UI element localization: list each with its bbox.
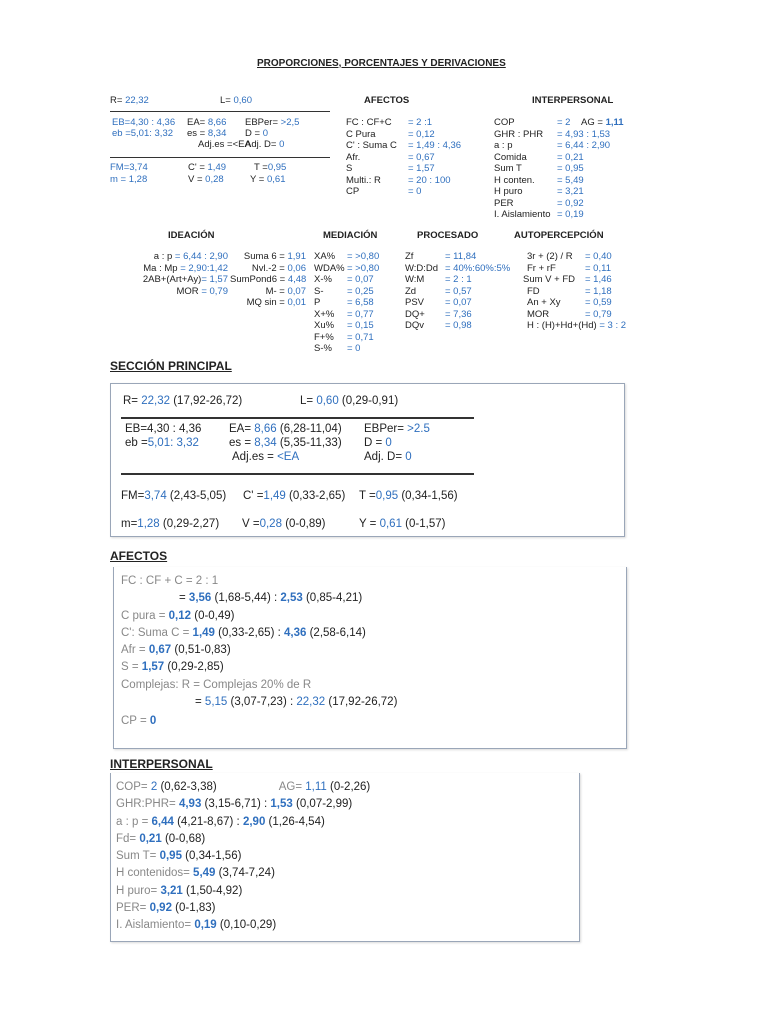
interpersonal-section-content [116, 779, 370, 935]
interpersonal-row: a : p = 6,44 : 2,90 [494, 140, 611, 151]
sp-d: D = 0 [364, 437, 392, 449]
mediacion-row: X-% = 0,07 [314, 274, 374, 285]
procesado-row: DQv = 0,98 [405, 320, 472, 331]
hcontenidos-line: H contenidos= 5,49 (3,74-7,24) [116, 867, 275, 880]
sp-c: C' =1,49 (0,33-2,65) [243, 490, 346, 502]
mediacion-heading: MEDIACIÓN [323, 230, 378, 241]
mediacion-row: Xu% = 0,15 [314, 320, 374, 331]
mediacion-row: X+% = 0,77 [314, 308, 374, 320]
interpersonal-row: I. Aislamiento = 0,19 [494, 209, 584, 220]
sp-es: es = 8,34 (5,35-11,33) [229, 437, 342, 449]
mediacion-row: XA% = >0,80 [314, 251, 380, 262]
autopercepcion-row: Fr + rF = 0,11 [527, 262, 611, 274]
mediacion-list [314, 251, 379, 355]
ideacion-row: M- = 0,07 [265, 285, 306, 297]
seccion-principal-heading: SECCIÓN PRINCIPAL [110, 359, 232, 373]
divider [110, 157, 330, 158]
interpersonal-row: Comida = 0,21 [494, 151, 584, 163]
afr-line: Afr = 0,67 (0,51-0,83) [121, 644, 231, 657]
afectos-row: Multi.: R = 20 : 100 [346, 174, 451, 186]
ghr-line: GHR:PHR= 4,93 (3,15-6,71) : 1,53 (0,07-2,99) [116, 798, 353, 811]
interpersonal-list [494, 117, 624, 221]
sp-ea: EA= 8,66 (6,28-11,04) [229, 423, 342, 435]
m-value: m = 1,28 [110, 174, 148, 185]
ideacion-list [110, 251, 228, 297]
y-value: Y = 0,61 [250, 174, 286, 185]
procesado-row: W:M = 2 : 1 [405, 274, 472, 285]
es-value: es = 8,34 [187, 128, 227, 139]
autopercepcion-row: Sum V + FD = 1,46 [523, 274, 612, 285]
cop-line: COP= 2 (0,62-3,38) AG= 1,11 (0-2,26) [116, 781, 371, 793]
r-summary: R= 22,32 [110, 95, 149, 106]
afectos-row: Afr. = 0,67 [346, 151, 435, 163]
interpersonal-row: GHR : PHR = 4,93 : 1,53 [494, 128, 611, 140]
divider [121, 417, 474, 419]
csuma-line: C': Suma C = 1,49 (0,33-2,65) : 4,36 (2,58-6,14) [121, 626, 366, 639]
interpersonal-heading: INTERPERSONAL [532, 95, 614, 106]
autopercepcion-row: FD = 1,18 [527, 285, 612, 297]
ideacion-row: SumPond6 = 4,48 [230, 274, 307, 285]
fc-values-line: = 3,56 (1,68-5,44) : 2,53 (0,85-4,21) [179, 592, 363, 605]
procesado-heading: PROCESADO [417, 230, 479, 241]
ideacion-list-2 [230, 251, 306, 309]
hpuro-line: H puro= 3,21 (1,50-4,92) [116, 884, 243, 897]
ideacion-row: a : p = 6,44 : 2,90 [153, 251, 228, 262]
sp-eb: EB=4,30 : 4,36 [125, 423, 202, 435]
v-value: V = 0,28 [188, 174, 224, 185]
sp-y: Y = 0,61 (0-1,57) [359, 518, 446, 530]
complejas-values-line: = 5,15 (3,07-7,23) : 22,32 (17,92-26,72) [195, 696, 398, 709]
fc-line: FC : CF + C = 2 : 1 [121, 575, 219, 587]
procesado-row: Zf = 11,84 [405, 251, 477, 262]
sumt-line: Sum T= 0,95 (0,34-1,56) [116, 850, 242, 863]
procesado-row: DQ+ = 7,36 [405, 308, 472, 320]
autopercepcion-list [523, 251, 627, 332]
interpersonal-row: COP = 2 AG = 1,11 [494, 117, 624, 128]
afectos-section-content [121, 573, 397, 731]
ideacion-row: MOR = 0,79 [176, 285, 228, 297]
adj-d-value: Adj. D= 0 [245, 139, 285, 150]
interpersonal-section-heading: INTERPERSONAL [110, 757, 213, 771]
procesado-row: Zd = 0,57 [405, 285, 472, 297]
sp-m: m=1,28 (0,29-2,27) [121, 518, 220, 530]
fm-value: FM=3,74 [110, 162, 148, 173]
procesado-list [405, 251, 510, 332]
sp-adj-es: Adj.es = <EA [232, 451, 300, 463]
afectos-list [346, 117, 461, 198]
ideacion-row: Ma : Mp = 2,90:1,42 [143, 262, 228, 274]
mediacion-row: WDA% = >0,80 [314, 262, 380, 274]
t-value: T =0,95 [254, 162, 287, 173]
ideacion-heading: IDEACIÓN [168, 230, 215, 241]
afectos-heading: AFECTOS [364, 95, 410, 106]
autopercepcion-row: An + Xy = 0,59 [527, 297, 612, 308]
page-title: PROPORCIONES, PORCENTAJES Y DERIVACIONES [257, 58, 506, 69]
c-value: C' = 1,49 [188, 162, 227, 173]
complejas-line: Complejas: R = Complejas 20% de R [121, 678, 312, 691]
sp-v: V =0,28 (0-0,89) [242, 518, 326, 530]
adj-es-value: Adj.es =<EA [198, 139, 251, 150]
ap-line: a : p = 6,44 (4,21-8,67) : 2,90 (1,26-4,54) [116, 815, 325, 828]
sp-r: R= 22,32 (17,92-26,72) [123, 395, 243, 407]
afectos-row: C Pura = 0,12 [346, 128, 435, 140]
divider [121, 473, 474, 475]
procesado-row: W:D:Dd = 40%:60%:5% [405, 262, 511, 274]
l-summary: L= 0,60 [220, 95, 252, 106]
interpersonal-row: PER = 0,92 [494, 197, 584, 209]
eb-values: EB=4,30 : 4,36 [112, 117, 176, 128]
sp-t: T =0,95 (0,34-1,56) [359, 490, 458, 502]
ideacion-row: Nvl.-2 = 0,06 [251, 262, 306, 274]
afectos-row: S = 1,57 [346, 163, 435, 174]
mediacion-row: F+% = 0,71 [314, 331, 374, 343]
ebper-value: EBPer= >2,5 [245, 117, 300, 128]
ea-value: EA= 8,66 [187, 117, 227, 128]
autopercepcion-row: 3r + (2) / R = 0,40 [527, 251, 612, 262]
interpersonal-row: H conten. = 5,49 [494, 174, 584, 186]
s-line: S = 1,57 (0,29-2,85) [121, 661, 224, 674]
ideacion-row: 2AB+(Art+Ay)= 1,57 [142, 274, 228, 285]
mediacion-row: S-% = 0 [314, 343, 361, 354]
sp-l: L= 0,60 (0,29-0,91) [300, 395, 399, 407]
autopercepcion-row: MOR = 0,79 [527, 308, 612, 320]
interpersonal-row: Sum T = 0,95 [494, 163, 584, 174]
cp-line: CP = 0 [121, 715, 157, 728]
sp-ebper: EBPer= >2.5 [364, 423, 430, 435]
fd-line: Fd= 0,21 (0-0,68) [116, 832, 206, 845]
sp-fm: FM=3,74 (2,43-5,05) [121, 490, 227, 502]
procesado-row: PSV = 0,07 [405, 297, 472, 308]
ideacion-row: MQ sin = 0,01 [246, 297, 306, 308]
eb-small-values: eb =5,01: 3,32 [112, 128, 174, 139]
autopercepcion-heading: AUTOPERCEPCIÓN [514, 230, 604, 241]
cpura-line: C pura = 0,12 (0-0,49) [121, 609, 235, 622]
autopercepcion-row: H : (H)+Hd+(Hd) = 3 : 2 [527, 320, 627, 331]
mediacion-row: P = 6,58 [314, 297, 374, 308]
aislamiento-line: I. Aislamiento= 0,19 (0,10-0,29) [116, 919, 277, 932]
d-value: D = 0 [245, 128, 268, 139]
ideacion-row: Suma 6 = 1,91 [243, 251, 306, 262]
afectos-section-heading: AFECTOS [110, 549, 168, 563]
interpersonal-row: H puro = 3,21 [494, 186, 584, 197]
sp-eb-small: eb =5,01: 3,32 [125, 437, 199, 449]
afectos-row: FC : CF+C = 2 :1 [346, 117, 433, 128]
afectos-row: CP = 0 [346, 186, 422, 197]
divider [110, 111, 330, 112]
sp-adj-d: Adj. D= 0 [364, 451, 412, 463]
afectos-row: C' : Suma C = 1,49 : 4,36 [346, 140, 462, 151]
per-line: PER= 0,92 (0-1,83) [116, 902, 216, 915]
mediacion-row: S- = 0,25 [314, 285, 374, 297]
